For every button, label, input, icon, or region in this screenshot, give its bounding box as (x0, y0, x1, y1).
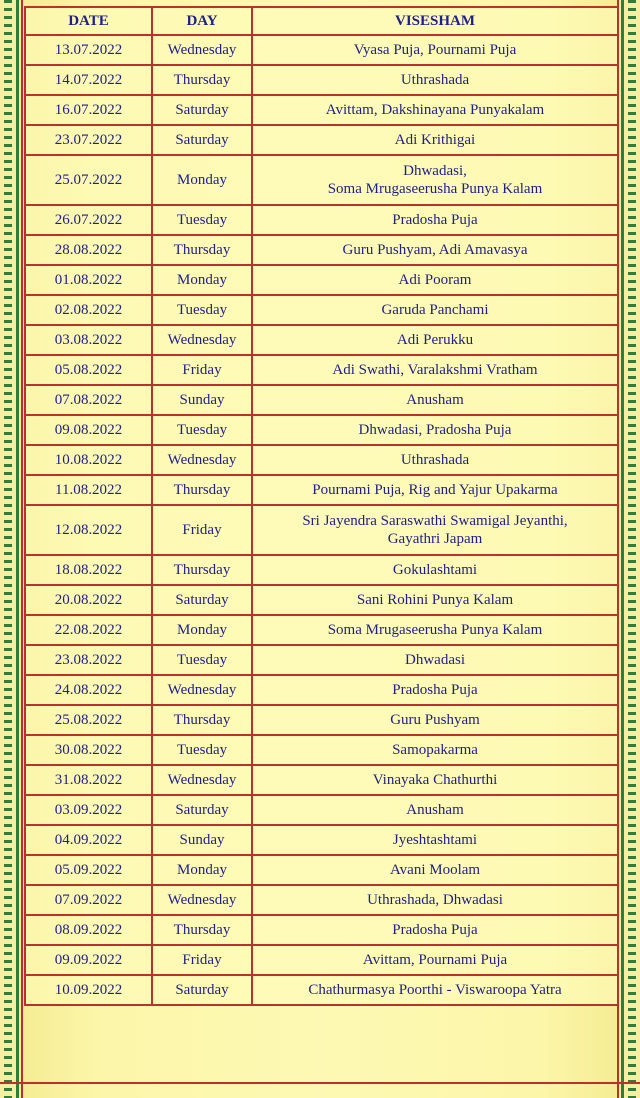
decorative-border-right (620, 0, 640, 1098)
cell-date: 30.08.2022 (25, 735, 152, 765)
cell-day: Friday (152, 945, 252, 975)
table-row (25, 125, 618, 155)
cell-date: 05.08.2022 (25, 355, 152, 385)
decorative-border-bottom (0, 1082, 640, 1098)
cell-date: 09.09.2022 (25, 945, 152, 975)
cell-date: 28.08.2022 (25, 235, 152, 265)
cell-visesham: Adi Krithigai (252, 125, 618, 155)
table-row (25, 385, 618, 415)
cell-visesham: Uthrashada (252, 65, 618, 95)
cell-date: 25.08.2022 (25, 705, 152, 735)
cell-date: 04.09.2022 (25, 825, 152, 855)
cell-date: 07.08.2022 (25, 385, 152, 415)
cell-day: Monday (152, 265, 252, 295)
cell-date: 08.09.2022 (25, 915, 152, 945)
cell-visesham: Sani Rohini Punya Kalam (252, 585, 618, 615)
cell-visesham: Dhwadasi, Soma Mrugaseerusha Punya Kalam (252, 155, 618, 205)
cell-date: 23.08.2022 (25, 645, 152, 675)
cell-visesham: Guru Pushyam, Adi Amavasya (252, 235, 618, 265)
table-row (25, 975, 618, 1005)
table-row (25, 675, 618, 705)
cell-visesham: Pradosha Puja (252, 675, 618, 705)
cell-visesham: Pradosha Puja (252, 205, 618, 235)
cell-visesham: Dhwadasi (252, 645, 618, 675)
cell-date: 13.07.2022 (25, 35, 152, 65)
cell-visesham: Vyasa Puja, Pournami Puja (252, 35, 618, 65)
cell-day: Wednesday (152, 885, 252, 915)
table-row (25, 35, 618, 65)
table-row (25, 615, 618, 645)
cell-visesham: Adi Perukku (252, 325, 618, 355)
cell-day: Thursday (152, 475, 252, 505)
cell-visesham: Uthrashada (252, 445, 618, 475)
cell-day: Tuesday (152, 645, 252, 675)
cell-visesham: Avani Moolam (252, 855, 618, 885)
cell-date: 12.08.2022 (25, 505, 152, 555)
cell-visesham: Garuda Panchami (252, 295, 618, 325)
table-row (25, 325, 618, 355)
header-date: DATE (25, 7, 152, 35)
cell-day: Wednesday (152, 765, 252, 795)
table-row (25, 415, 618, 445)
cell-day: Thursday (152, 705, 252, 735)
cell-day: Saturday (152, 585, 252, 615)
cell-date: 24.08.2022 (25, 675, 152, 705)
cell-visesham: Gokulashtami (252, 555, 618, 585)
table-row (25, 265, 618, 295)
cell-visesham: Avittam, Pournami Puja (252, 945, 618, 975)
cell-visesham: Dhwadasi, Pradosha Puja (252, 415, 618, 445)
table-row (25, 445, 618, 475)
cell-day: Wednesday (152, 325, 252, 355)
cell-day: Saturday (152, 95, 252, 125)
cell-day: Thursday (152, 555, 252, 585)
cell-visesham: Chathurmasya Poorthi - Viswaroopa Yatra (252, 975, 618, 1005)
cell-day: Thursday (152, 235, 252, 265)
cell-day: Tuesday (152, 415, 252, 445)
cell-visesham: Pradosha Puja (252, 915, 618, 945)
cell-day: Wednesday (152, 35, 252, 65)
table-row (25, 65, 618, 95)
cell-day: Sunday (152, 385, 252, 415)
cell-day: Saturday (152, 125, 252, 155)
table-row (25, 945, 618, 975)
cell-day: Monday (152, 855, 252, 885)
header-visesham: VISESHAM (252, 7, 618, 35)
cell-visesham: Vinayaka Chathurthi (252, 765, 618, 795)
cell-visesham: Samopakarma (252, 735, 618, 765)
cell-date: 16.07.2022 (25, 95, 152, 125)
cell-visesham: Adi Pooram (252, 265, 618, 295)
table-row (25, 205, 618, 235)
cell-date: 14.07.2022 (25, 65, 152, 95)
cell-day: Wednesday (152, 445, 252, 475)
cell-date: 05.09.2022 (25, 855, 152, 885)
cell-date: 03.09.2022 (25, 795, 152, 825)
table-row (25, 855, 618, 885)
cell-day: Tuesday (152, 735, 252, 765)
header-day: DAY (152, 7, 252, 35)
table-header-row (25, 7, 618, 35)
table-row (25, 95, 618, 125)
cell-date: 18.08.2022 (25, 555, 152, 585)
decorative-border-left (0, 0, 20, 1098)
visesham-calendar-table (24, 6, 619, 1006)
cell-visesham: Anusham (252, 795, 618, 825)
cell-date: 26.07.2022 (25, 205, 152, 235)
cell-date: 02.08.2022 (25, 295, 152, 325)
cell-day: Friday (152, 505, 252, 555)
table-row (25, 555, 618, 585)
cell-day: Tuesday (152, 205, 252, 235)
cell-day: Wednesday (152, 675, 252, 705)
cell-date: 11.08.2022 (25, 475, 152, 505)
cell-date: 23.07.2022 (25, 125, 152, 155)
table-row (25, 765, 618, 795)
cell-day: Sunday (152, 825, 252, 855)
cell-visesham: Anusham (252, 385, 618, 415)
cell-visesham: Uthrashada, Dhwadasi (252, 885, 618, 915)
table-row (25, 155, 618, 205)
cell-date: 09.08.2022 (25, 415, 152, 445)
table-row (25, 585, 618, 615)
table-row (25, 505, 618, 555)
table-row (25, 475, 618, 505)
cell-visesham: Soma Mrugaseerusha Punya Kalam (252, 615, 618, 645)
cell-day: Friday (152, 355, 252, 385)
table-row (25, 825, 618, 855)
cell-date: 01.08.2022 (25, 265, 152, 295)
cell-day: Monday (152, 615, 252, 645)
cell-day: Monday (152, 155, 252, 205)
table-row (25, 735, 618, 765)
cell-visesham: Guru Pushyam (252, 705, 618, 735)
table-row (25, 705, 618, 735)
table-row (25, 915, 618, 945)
cell-date: 31.08.2022 (25, 765, 152, 795)
table-row (25, 355, 618, 385)
cell-day: Thursday (152, 915, 252, 945)
cell-day: Saturday (152, 975, 252, 1005)
cell-date: 22.08.2022 (25, 615, 152, 645)
cell-day: Thursday (152, 65, 252, 95)
cell-visesham: Sri Jayendra Saraswathi Swamigal Jeyanthi, Gayathri Japam (252, 505, 618, 555)
table-row (25, 295, 618, 325)
cell-visesham: Adi Swathi, Varalakshmi Vratham (252, 355, 618, 385)
cell-date: 07.09.2022 (25, 885, 152, 915)
table-row (25, 645, 618, 675)
table-row (25, 795, 618, 825)
cell-day: Saturday (152, 795, 252, 825)
cell-visesham: Pournami Puja, Rig and Yajur Upakarma (252, 475, 618, 505)
table-row (25, 235, 618, 265)
cell-day: Tuesday (152, 295, 252, 325)
cell-date: 03.08.2022 (25, 325, 152, 355)
cell-visesham: Avittam, Dakshinayana Punyakalam (252, 95, 618, 125)
table-row (25, 885, 618, 915)
cell-date: 20.08.2022 (25, 585, 152, 615)
cell-date: 10.08.2022 (25, 445, 152, 475)
cell-date: 25.07.2022 (25, 155, 152, 205)
cell-date: 10.09.2022 (25, 975, 152, 1005)
cell-visesham: Jyeshtashtami (252, 825, 618, 855)
